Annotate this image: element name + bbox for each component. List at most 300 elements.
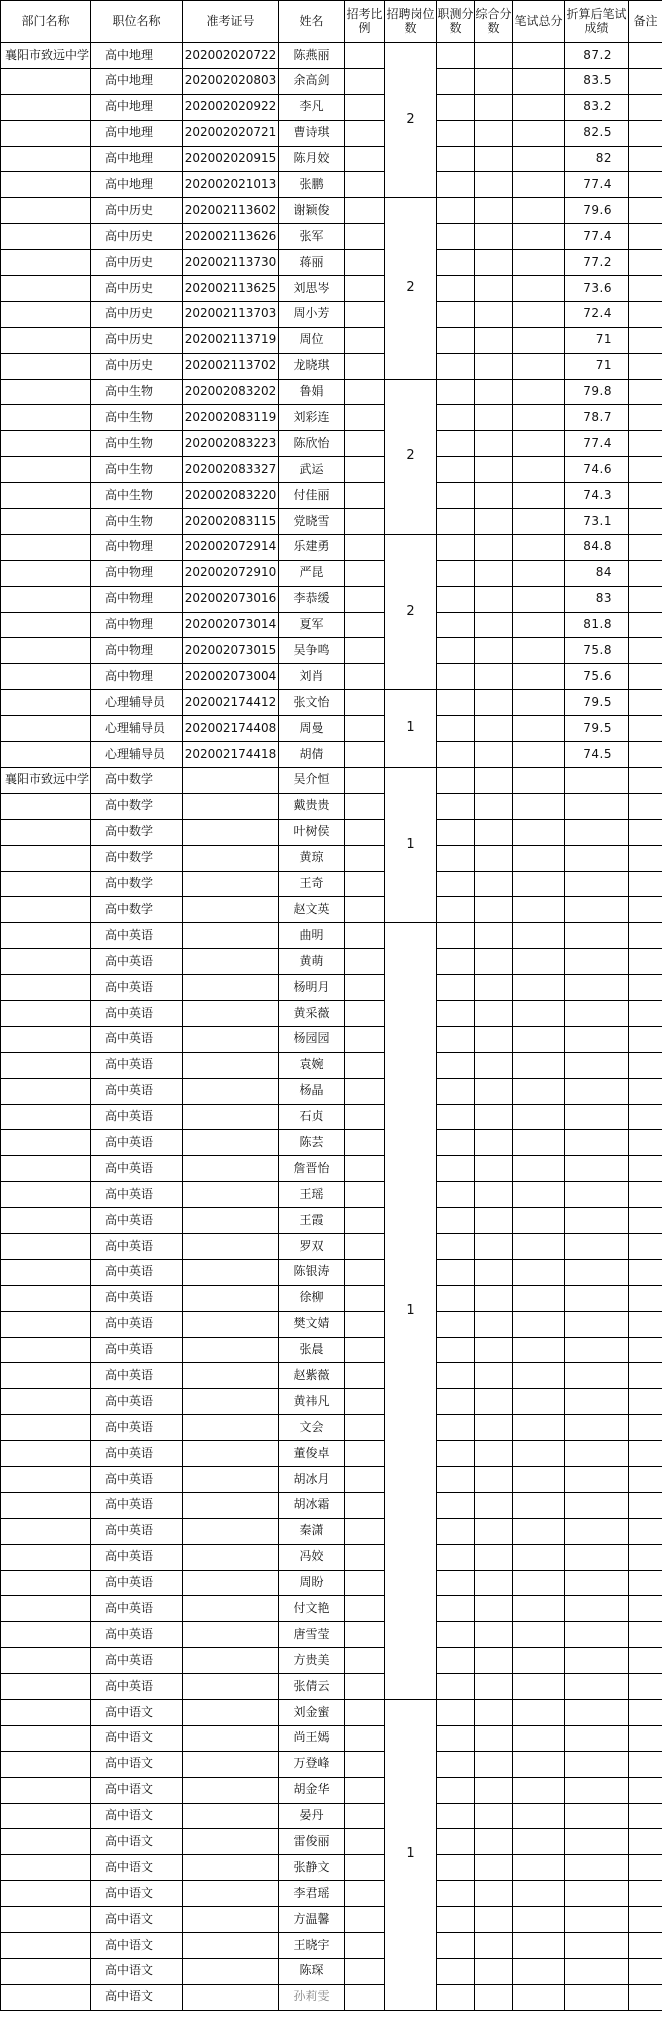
- exam-number-cell: 202002113702: [183, 353, 279, 379]
- written-total-cell: [513, 1933, 565, 1959]
- comprehensive-score-cell: [475, 276, 513, 302]
- remarks-cell: [629, 1233, 662, 1259]
- remarks-cell: [629, 845, 662, 871]
- ratio-cell: [345, 586, 385, 612]
- written-total-cell: [513, 68, 565, 94]
- aptitude-score-cell: [437, 1130, 475, 1156]
- written-total-cell: [513, 845, 565, 871]
- department-cell: [1, 534, 91, 560]
- department-cell: [1, 923, 91, 949]
- ratio-cell: [345, 975, 385, 1001]
- name-cell: 杨明月: [279, 975, 345, 1001]
- comprehensive-score-cell: [475, 301, 513, 327]
- ratio-cell: [345, 1751, 385, 1777]
- aptitude-score-cell: [437, 923, 475, 949]
- ratio-cell: [345, 301, 385, 327]
- comprehensive-score-cell: [475, 509, 513, 535]
- comprehensive-score-cell: [475, 793, 513, 819]
- name-cell: 陈银涛: [279, 1259, 345, 1285]
- converted-score-cell: [565, 1622, 629, 1648]
- name-cell: 刘思岑: [279, 276, 345, 302]
- written-total-cell: [513, 353, 565, 379]
- department-cell: [1, 1259, 91, 1285]
- comprehensive-score-cell: [475, 716, 513, 742]
- position-cell: 高中英语: [91, 1674, 183, 1700]
- ratio-cell: [345, 742, 385, 768]
- position-cell: 心理辅导员: [91, 742, 183, 768]
- position-cell: 高中物理: [91, 664, 183, 690]
- department-cell: [1, 457, 91, 483]
- table-row: [1, 1751, 662, 1777]
- department-cell: [1, 120, 91, 146]
- written-total-cell: [513, 1389, 565, 1415]
- converted-score-cell: [565, 1648, 629, 1674]
- table-row: [1, 586, 662, 612]
- written-total-cell: [513, 431, 565, 457]
- department-cell: [1, 1855, 91, 1881]
- table-row: [1, 1000, 662, 1026]
- ratio-cell: [345, 1622, 385, 1648]
- ratio-cell: [345, 120, 385, 146]
- exam-number-cell: [183, 1674, 279, 1700]
- written-total-cell: [513, 690, 565, 716]
- written-total-cell: [513, 250, 565, 276]
- written-total-cell: [513, 146, 565, 172]
- comprehensive-score-cell: [475, 1104, 513, 1130]
- table-row: [1, 1518, 662, 1544]
- table-row: [1, 94, 662, 120]
- table-row: [1, 1570, 662, 1596]
- department-cell: [1, 172, 91, 198]
- converted-score-cell: [565, 1182, 629, 1208]
- name-cell: 黄萌: [279, 949, 345, 975]
- name-cell: 晏丹: [279, 1803, 345, 1829]
- name-cell: 龙晓琪: [279, 353, 345, 379]
- comprehensive-score-cell: [475, 1544, 513, 1570]
- table-row: [1, 1933, 662, 1959]
- header-exam-number: 准考证号: [183, 1, 279, 43]
- department-cell: [1, 1026, 91, 1052]
- comprehensive-score-cell: [475, 923, 513, 949]
- written-total-cell: [513, 276, 565, 302]
- table-row: [1, 276, 662, 302]
- name-cell: 刘肖: [279, 664, 345, 690]
- table-row: [1, 1622, 662, 1648]
- converted-score-cell: [565, 1311, 629, 1337]
- ratio-cell: [345, 379, 385, 405]
- department-cell: [1, 301, 91, 327]
- converted-score-cell: [565, 1751, 629, 1777]
- name-cell: 詹晋怡: [279, 1156, 345, 1182]
- written-total-cell: [513, 1984, 565, 2010]
- aptitude-score-cell: [437, 845, 475, 871]
- remarks-cell: [629, 638, 662, 664]
- department-cell: [1, 1648, 91, 1674]
- aptitude-score-cell: [437, 1389, 475, 1415]
- name-cell: 陈芸: [279, 1130, 345, 1156]
- exam-number-cell: 202002020922: [183, 94, 279, 120]
- written-total-cell: [513, 1363, 565, 1389]
- comprehensive-score-cell: [475, 353, 513, 379]
- comprehensive-score-cell: [475, 690, 513, 716]
- name-cell: 严昆: [279, 560, 345, 586]
- converted-score-cell: [565, 1337, 629, 1363]
- name-cell: 吴介恒: [279, 767, 345, 793]
- aptitude-score-cell: [437, 638, 475, 664]
- written-total-cell: [513, 483, 565, 509]
- table-row: [1, 793, 662, 819]
- aptitude-score-cell: [437, 431, 475, 457]
- table-row: [1, 1311, 662, 1337]
- exam-number-cell: [183, 1751, 279, 1777]
- comprehensive-score-cell: [475, 1441, 513, 1467]
- comprehensive-score-cell: [475, 560, 513, 586]
- comprehensive-score-cell: [475, 819, 513, 845]
- ratio-cell: [345, 1441, 385, 1467]
- written-total-cell: [513, 94, 565, 120]
- aptitude-score-cell: [437, 43, 475, 69]
- comprehensive-score-cell: [475, 1259, 513, 1285]
- table-row: [1, 638, 662, 664]
- written-total-cell: [513, 1674, 565, 1700]
- department-cell: [1, 1104, 91, 1130]
- aptitude-score-cell: [437, 1078, 475, 1104]
- position-cell: 高中生物: [91, 379, 183, 405]
- aptitude-score-cell: [437, 1052, 475, 1078]
- remarks-cell: [629, 1078, 662, 1104]
- name-cell: 万登峰: [279, 1751, 345, 1777]
- written-total-cell: [513, 1000, 565, 1026]
- written-total-cell: [513, 819, 565, 845]
- exam-number-cell: 202002174418: [183, 742, 279, 768]
- converted-score-cell: [565, 1026, 629, 1052]
- written-total-cell: [513, 1803, 565, 1829]
- exam-number-cell: [183, 1984, 279, 2010]
- comprehensive-score-cell: [475, 612, 513, 638]
- aptitude-score-cell: [437, 1803, 475, 1829]
- comprehensive-score-cell: [475, 1311, 513, 1337]
- name-cell: 徐柳: [279, 1285, 345, 1311]
- aptitude-score-cell: [437, 534, 475, 560]
- name-cell: 谢颖俊: [279, 198, 345, 224]
- remarks-cell: [629, 1285, 662, 1311]
- written-total-cell: [513, 1907, 565, 1933]
- table-row: [1, 1259, 662, 1285]
- converted-score-cell: 71: [565, 353, 629, 379]
- position-cell: 高中地理: [91, 68, 183, 94]
- table-row: [1, 949, 662, 975]
- remarks-cell: [629, 1026, 662, 1052]
- department-cell: [1, 1492, 91, 1518]
- written-total-cell: [513, 1285, 565, 1311]
- exam-number-cell: [183, 1829, 279, 1855]
- ratio-cell: [345, 1078, 385, 1104]
- department-cell: [1, 871, 91, 897]
- table-row: [1, 1130, 662, 1156]
- remarks-cell: [629, 1156, 662, 1182]
- table-row: [1, 457, 662, 483]
- table-row: [1, 379, 662, 405]
- exam-number-cell: 202002020721: [183, 120, 279, 146]
- converted-score-cell: [565, 1933, 629, 1959]
- written-total-cell: [513, 664, 565, 690]
- comprehensive-score-cell: [475, 1751, 513, 1777]
- table-row: [1, 1725, 662, 1751]
- position-cell: 高中语文: [91, 1907, 183, 1933]
- position-cell: 高中物理: [91, 560, 183, 586]
- table-row: [1, 1958, 662, 1984]
- position-cell: 高中语文: [91, 1803, 183, 1829]
- department-cell: [1, 586, 91, 612]
- comprehensive-score-cell: [475, 586, 513, 612]
- written-total-cell: [513, 379, 565, 405]
- exam-number-cell: [183, 1000, 279, 1026]
- exam-number-cell: 202002083220: [183, 483, 279, 509]
- converted-score-cell: [565, 975, 629, 1001]
- converted-score-cell: [565, 1700, 629, 1726]
- remarks-cell: [629, 1958, 662, 1984]
- remarks-cell: [629, 1803, 662, 1829]
- converted-score-cell: 75.6: [565, 664, 629, 690]
- name-cell: 王晓宇: [279, 1933, 345, 1959]
- aptitude-score-cell: [437, 1570, 475, 1596]
- department-cell: 襄阳市致远中学: [1, 43, 91, 69]
- remarks-cell: [629, 716, 662, 742]
- comprehensive-score-cell: [475, 198, 513, 224]
- exam-number-cell: [183, 1156, 279, 1182]
- remarks-cell: [629, 1441, 662, 1467]
- converted-score-cell: [565, 1415, 629, 1441]
- aptitude-score-cell: [437, 68, 475, 94]
- converted-score-cell: [565, 871, 629, 897]
- position-cell: 高中语文: [91, 1933, 183, 1959]
- remarks-cell: [629, 483, 662, 509]
- written-total-cell: [513, 1596, 565, 1622]
- ratio-cell: [345, 1104, 385, 1130]
- remarks-cell: [629, 1492, 662, 1518]
- comprehensive-score-cell: [475, 43, 513, 69]
- table-row: [1, 1492, 662, 1518]
- exam-number-cell: [183, 1052, 279, 1078]
- table-row: [1, 1803, 662, 1829]
- table-row: [1, 560, 662, 586]
- header-row: [1, 1, 662, 43]
- department-cell: [1, 1337, 91, 1363]
- ratio-cell: [345, 1803, 385, 1829]
- table-row: [1, 534, 662, 560]
- remarks-cell: [629, 327, 662, 353]
- written-total-cell: [513, 923, 565, 949]
- aptitude-score-cell: [437, 1958, 475, 1984]
- remarks-cell: [629, 1518, 662, 1544]
- position-cell: 高中英语: [91, 1311, 183, 1337]
- written-total-cell: [513, 1026, 565, 1052]
- comprehensive-score-cell: [475, 1777, 513, 1803]
- remarks-cell: [629, 1389, 662, 1415]
- remarks-cell: [629, 897, 662, 923]
- department-cell: [1, 431, 91, 457]
- ratio-cell: [345, 1285, 385, 1311]
- table-row: [1, 1829, 662, 1855]
- converted-score-cell: 74.3: [565, 483, 629, 509]
- remarks-cell: [629, 1751, 662, 1777]
- name-cell: 吴争鸣: [279, 638, 345, 664]
- position-cell: 高中数学: [91, 793, 183, 819]
- aptitude-score-cell: [437, 1000, 475, 1026]
- table-row: [1, 742, 662, 768]
- written-total-cell: [513, 1777, 565, 1803]
- converted-score-cell: 79.5: [565, 690, 629, 716]
- exam-number-cell: [183, 975, 279, 1001]
- written-total-cell: [513, 1311, 565, 1337]
- comprehensive-score-cell: [475, 1570, 513, 1596]
- exam-number-cell: [183, 949, 279, 975]
- department-cell: [1, 1415, 91, 1441]
- comprehensive-score-cell: [475, 1078, 513, 1104]
- aptitude-score-cell: [437, 871, 475, 897]
- remarks-cell: [629, 431, 662, 457]
- ratio-cell: [345, 845, 385, 871]
- name-cell: 唐雪莹: [279, 1622, 345, 1648]
- aptitude-score-cell: [437, 1156, 475, 1182]
- exam-number-cell: [183, 1596, 279, 1622]
- department-cell: [1, 1907, 91, 1933]
- written-total-cell: [513, 327, 565, 353]
- converted-score-cell: [565, 1596, 629, 1622]
- comprehensive-score-cell: [475, 1492, 513, 1518]
- table-row: [1, 405, 662, 431]
- name-cell: 方温馨: [279, 1907, 345, 1933]
- table-row: [1, 1389, 662, 1415]
- ratio-cell: [345, 250, 385, 276]
- aptitude-score-cell: [437, 1700, 475, 1726]
- converted-score-cell: [565, 1156, 629, 1182]
- exam-number-cell: [183, 1958, 279, 1984]
- ratio-cell: [345, 1389, 385, 1415]
- aptitude-score-cell: [437, 1208, 475, 1234]
- remarks-cell: [629, 1544, 662, 1570]
- ratio-cell: [345, 1725, 385, 1751]
- written-total-cell: [513, 1829, 565, 1855]
- comprehensive-score-cell: [475, 172, 513, 198]
- remarks-cell: [629, 1622, 662, 1648]
- position-cell: 高中语文: [91, 1829, 183, 1855]
- table-row: [1, 483, 662, 509]
- posts-cell: 1: [385, 1700, 437, 2011]
- aptitude-score-cell: [437, 1182, 475, 1208]
- aptitude-score-cell: [437, 172, 475, 198]
- ratio-cell: [345, 534, 385, 560]
- name-cell: 鲁娟: [279, 379, 345, 405]
- comprehensive-score-cell: [475, 1700, 513, 1726]
- department-cell: [1, 897, 91, 923]
- table-row: [1, 172, 662, 198]
- converted-score-cell: [565, 1466, 629, 1492]
- department-cell: [1, 716, 91, 742]
- remarks-cell: [629, 923, 662, 949]
- converted-score-cell: [565, 949, 629, 975]
- table-row: [1, 431, 662, 457]
- department-cell: [1, 353, 91, 379]
- department-cell: [1, 198, 91, 224]
- comprehensive-score-cell: [475, 94, 513, 120]
- comprehensive-score-cell: [475, 1907, 513, 1933]
- converted-score-cell: [565, 793, 629, 819]
- converted-score-cell: 81.8: [565, 612, 629, 638]
- name-cell: 周位: [279, 327, 345, 353]
- converted-score-cell: [565, 923, 629, 949]
- converted-score-cell: [565, 1803, 629, 1829]
- exam-number-cell: 202002113730: [183, 250, 279, 276]
- ratio-cell: [345, 1311, 385, 1337]
- table-row: [1, 612, 662, 638]
- converted-score-cell: [565, 845, 629, 871]
- comprehensive-score-cell: [475, 483, 513, 509]
- exam-number-cell: [183, 1208, 279, 1234]
- table-row: [1, 845, 662, 871]
- position-cell: 高中英语: [91, 1156, 183, 1182]
- remarks-cell: [629, 975, 662, 1001]
- name-cell: 王瑶: [279, 1182, 345, 1208]
- header-written-total: 笔试总分: [513, 1, 565, 43]
- exam-number-cell: [183, 1441, 279, 1467]
- remarks-cell: [629, 457, 662, 483]
- comprehensive-score-cell: [475, 1596, 513, 1622]
- position-cell: 高中英语: [91, 1518, 183, 1544]
- exam-number-cell: 202002083223: [183, 431, 279, 457]
- department-cell: [1, 949, 91, 975]
- position-cell: 高中英语: [91, 949, 183, 975]
- table-row: [1, 1363, 662, 1389]
- name-cell: 李凡: [279, 94, 345, 120]
- converted-score-cell: 73.6: [565, 276, 629, 302]
- remarks-cell: [629, 560, 662, 586]
- comprehensive-score-cell: [475, 1648, 513, 1674]
- converted-score-cell: [565, 1363, 629, 1389]
- exam-number-cell: [183, 897, 279, 923]
- written-total-cell: [513, 1466, 565, 1492]
- exam-number-cell: 202002072910: [183, 560, 279, 586]
- written-total-cell: [513, 1182, 565, 1208]
- department-cell: [1, 845, 91, 871]
- department-cell: [1, 1958, 91, 1984]
- position-cell: 高中数学: [91, 871, 183, 897]
- exam-number-cell: 202002083202: [183, 379, 279, 405]
- ratio-cell: [345, 1777, 385, 1803]
- aptitude-score-cell: [437, 1933, 475, 1959]
- converted-score-cell: [565, 1285, 629, 1311]
- name-cell: 戴贵贵: [279, 793, 345, 819]
- remarks-cell: [629, 1855, 662, 1881]
- written-total-cell: [513, 1700, 565, 1726]
- comprehensive-score-cell: [475, 1389, 513, 1415]
- comprehensive-score-cell: [475, 638, 513, 664]
- ratio-cell: [345, 1337, 385, 1363]
- table-row: [1, 1285, 662, 1311]
- header-comprehensive-score: 综合分数: [475, 1, 513, 43]
- aptitude-score-cell: [437, 1751, 475, 1777]
- exam-number-cell: 202002174408: [183, 716, 279, 742]
- position-cell: 高中语文: [91, 1958, 183, 1984]
- comprehensive-score-cell: [475, 457, 513, 483]
- ratio-cell: [345, 405, 385, 431]
- remarks-cell: [629, 276, 662, 302]
- written-total-cell: [513, 612, 565, 638]
- aptitude-score-cell: [437, 1544, 475, 1570]
- position-cell: 高中物理: [91, 586, 183, 612]
- position-cell: 高中生物: [91, 431, 183, 457]
- department-cell: [1, 690, 91, 716]
